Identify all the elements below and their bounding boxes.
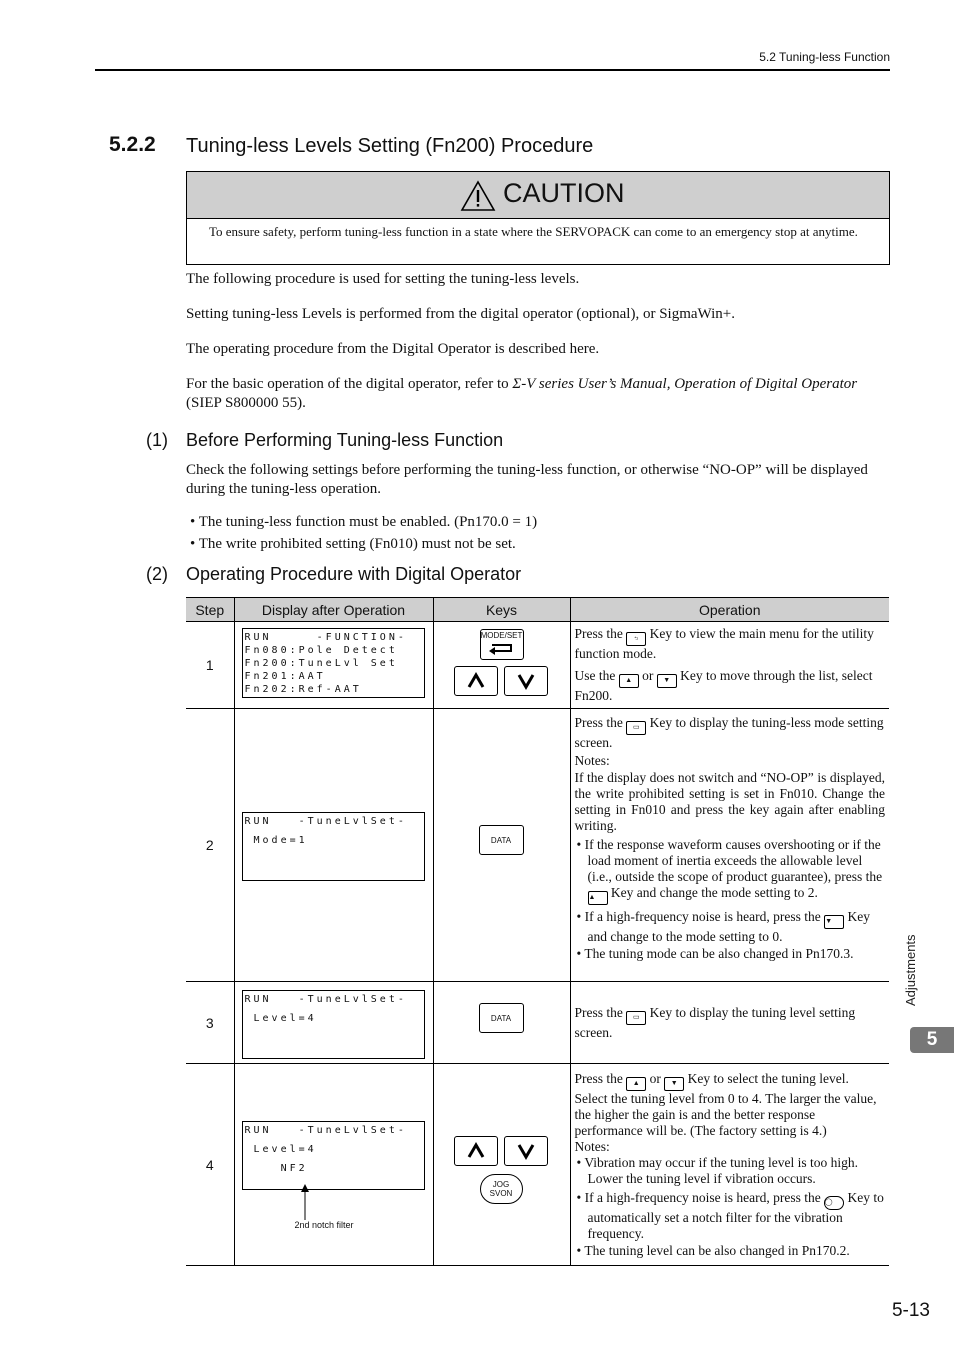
table-row: [186, 1064, 889, 1266]
down-key[interactable]: [504, 1136, 548, 1166]
op-text-pre: Press the: [574, 1070, 623, 1086]
up-key[interactable]: [454, 1136, 498, 1166]
chapter-number-tab[interactable]: 5: [910, 1027, 954, 1053]
note-bullet: • The tuning mode can be also changed in Pn170.3.: [576, 946, 854, 961]
intro-p4-post: (SIEP S800000 55).: [186, 395, 306, 411]
step-number: 4: [186, 1064, 234, 1266]
note-bullet: • If the response waveform causes overshooting or if the load moment of inertia exceeds the allowable level (i.e., outside the scope of product guarantee), press the ▲ Key and change the mode setting to 2.: [575, 837, 886, 905]
operation-text: [575, 715, 886, 751]
lcd-line: Fn202:Ref-AAT: [244, 684, 362, 695]
table-header-row: [186, 598, 889, 622]
op-text-post: Key and change to the mode setting to 0.: [587, 909, 871, 944]
op-text-pre: Press the: [574, 715, 623, 730]
jog-svon-inline-key-icon: ◯: [824, 1196, 844, 1210]
intro-p4-pre: For the basic operation of the digital operator, refer to: [186, 376, 513, 392]
lcd-line: NF2: [244, 1163, 308, 1174]
operation-cell: [570, 709, 889, 982]
keys-cell: [433, 709, 570, 982]
note-bullet: • The tuning level can be also changed in Pn170.2.: [576, 1242, 850, 1258]
step-number: 3: [186, 982, 234, 1064]
display-cell: [234, 709, 433, 982]
subsection-2-title: Operating Procedure with Digital Operator: [186, 564, 522, 584]
down-inline-key-icon: ▼: [664, 1077, 684, 1091]
note-bullet: • If a high-frequency noise is heard, press the ◯ Key to automatically set a notch filter for the vibration frequency.: [576, 1189, 884, 1241]
mode-set-key[interactable]: [480, 629, 524, 660]
lcd-line: Fn201:AAT: [244, 671, 326, 682]
lcd-line: RUN -TuneLvlSet-: [244, 1125, 407, 1136]
table-row: [186, 709, 889, 982]
operation-text: [575, 626, 886, 662]
up-inline-key-icon: ▲: [619, 674, 639, 688]
down-arrow-icon: [505, 667, 547, 695]
lcd-display: [242, 1121, 425, 1190]
display-cell: [234, 622, 433, 709]
table-row: [186, 622, 889, 709]
op-text-post: Key to automatically set a notch filter for the vibration frequency.: [587, 1189, 884, 1241]
header-section-ref: 5.2 Tuning-less Function: [759, 50, 890, 64]
lcd-line: RUN -FUNCTION-: [244, 632, 407, 643]
step-number: 2: [186, 709, 234, 982]
keys-cell: [433, 622, 570, 709]
up-key[interactable]: [454, 666, 498, 696]
operation-cell: [570, 982, 889, 1064]
bullet-item: • The tuning-less function must be enabled. (Pn170.0 = 1): [190, 514, 538, 530]
intro-paragraph-4: [186, 375, 891, 413]
keys-cell: [433, 982, 570, 1064]
lcd-line: Level=4: [244, 1013, 317, 1024]
op-text-or: or: [649, 1070, 661, 1086]
jog-svon-key[interactable]: [480, 1174, 523, 1204]
lcd-line: Mode=1: [244, 835, 308, 846]
jog-svon-key-label-1: JOG: [492, 1180, 510, 1189]
data-inline-key-icon: ▭: [626, 1011, 646, 1025]
lcd-line: Fn200:TuneLvl Set: [244, 658, 398, 669]
section-title: Tuning-less Levels Setting (Fn200) Procedure: [186, 135, 594, 157]
intro-paragraph-2: Setting tuning-less Levels is performed from the digital operator (optional), or SigmaWin+.: [186, 306, 735, 322]
data-inline-key-icon: ▭: [626, 721, 646, 735]
op-text-pre: Press the: [574, 1004, 623, 1020]
op-text-post: Key to display the tuning-less mode setting screen.: [574, 715, 884, 750]
notch-filter-annotation: 2nd notch filter: [294, 1220, 354, 1230]
down-inline-key-icon: ▼: [657, 674, 677, 688]
down-arrow-icon: [505, 1137, 547, 1165]
op-text-post: Key to move through the list, select Fn200.: [574, 668, 873, 703]
subsection-2-label: (2): [146, 564, 168, 584]
subsection-2-heading: [146, 564, 521, 585]
mode-set-inline-key-icon: ⮌: [626, 632, 646, 646]
note-text: If the display does not switch and “NO-OP” is displayed, the write prohibited setting is set in Fn010. Change the setting in Fn010 and press the key again after enabling writing.: [574, 770, 885, 833]
op-text-or: or: [642, 668, 654, 683]
caution-box: [186, 171, 890, 265]
annotation-arrow-icon: [299, 1184, 311, 1220]
op-text: Vibration may occur if the tuning level is too high. Lower the tuning level if vibration occurs.: [584, 1154, 858, 1186]
lcd-display: [242, 990, 425, 1059]
keys-cell: [433, 1064, 570, 1266]
procedure-table: [186, 597, 889, 1266]
table-row: [186, 982, 889, 1064]
op-text-post: Key to select the tuning level. Select the tuning level from 0 to 4. The larger the value, the higher the gain is and the better response performance will be. (The factory setting is 4.): [574, 1070, 877, 1138]
column-header-display: Display after Operation: [234, 598, 433, 622]
step-number: 1: [186, 622, 234, 709]
subsection-1-label: (1): [146, 430, 168, 450]
notes-label: Notes:: [574, 753, 610, 768]
operation-cell: [570, 1064, 889, 1266]
section-number: 5.2.2: [109, 133, 156, 156]
intro-paragraph-1: The following procedure is used for setting the tuning-less levels.: [186, 271, 580, 287]
column-header-keys: Keys: [433, 598, 570, 622]
column-header-operation: Operation: [570, 598, 889, 622]
jog-svon-key-label-2: SVON: [489, 1189, 513, 1198]
operation-text: [575, 1005, 886, 1041]
op-text-post: Key and change the mode setting to 2.: [610, 885, 818, 900]
up-inline-key-icon: ▲: [588, 891, 608, 905]
data-key[interactable]: DATA: [479, 825, 524, 855]
display-cell: [234, 982, 433, 1064]
lcd-line: Level=4: [244, 1144, 317, 1155]
caution-header: [187, 172, 889, 219]
op-text-post: Key to display the tuning level setting screen.: [574, 1004, 856, 1040]
header-rule: [95, 69, 890, 71]
op-text: The tuning mode can be also changed in Pn170.3.: [584, 946, 854, 961]
intro-paragraph-3: The operating procedure from the Digital Operator is described here.: [186, 341, 600, 357]
subsection-1-heading: [146, 430, 503, 451]
data-key[interactable]: DATA: [479, 1003, 524, 1033]
display-cell: [234, 1064, 433, 1266]
subsection-1-title: Before Performing Tuning-less Function: [186, 430, 504, 450]
down-key[interactable]: [504, 666, 548, 696]
column-header-step: Step: [186, 598, 234, 622]
operation-cell: [570, 622, 889, 709]
notes-label: Notes:: [574, 1138, 610, 1154]
operation-text: [575, 1071, 886, 1139]
up-arrow-icon: [455, 667, 497, 695]
up-arrow-icon: [455, 1137, 497, 1165]
op-text-post: Key to view the main menu for the utility function mode.: [574, 626, 874, 661]
op-text-pre: Use the: [574, 668, 616, 683]
caution-text: To ensure safety, perform tuning-less function in a state where the SERVOPACK can come to an emergency stop at anytime.: [209, 224, 858, 239]
lcd-display: [242, 812, 425, 881]
operation-text: [575, 668, 886, 704]
chapter-side-label: Adjustments: [903, 934, 918, 1006]
lcd-line: RUN -TuneLvlSet-: [244, 816, 407, 827]
op-text-pre: If a high-frequency noise is heard, press the: [584, 1189, 821, 1205]
op-text: The tuning level can be also changed in Pn170.2.: [584, 1242, 850, 1258]
op-text-pre: If a high-frequency noise is heard, press the: [584, 909, 821, 924]
note-bullet: • Vibration may occur if the tuning level is too high. Lower the tuning level if vibration occurs.: [576, 1154, 858, 1186]
op-text-pre: If the response waveform causes overshooting or if the load moment of inertia exceeds the allowable level (i.e., outside the scope of product guarantee), press the: [584, 837, 883, 884]
loop-arrow-icon: [487, 641, 517, 655]
bullet-item: • The write prohibited setting (Fn010) must not be set.: [190, 536, 516, 552]
warning-triangle-icon: [460, 180, 496, 212]
lcd-line: Fn080:Pole Detect: [244, 645, 398, 656]
up-inline-key-icon: ▲: [626, 1077, 646, 1091]
op-text-pre: Press the: [574, 626, 623, 641]
subsection-1-text: Check the following settings before performing the tuning-less function, or otherwise “NO-OP” will be displayed during the tuning-less operation.: [186, 462, 868, 497]
mode-set-key-label: MODE/SET: [480, 631, 523, 640]
lcd-line: RUN -TuneLvlSet-: [244, 994, 407, 1005]
manual-reference: Σ-V series User’s Manual, Operation of Digital Operator: [512, 376, 858, 392]
caution-title: CAUTION: [503, 178, 625, 208]
lcd-display: [242, 628, 425, 698]
page-number: 5-13: [891, 1300, 930, 1321]
note-bullet: • If a high-frequency noise is heard, press the ▼ Key and change to the mode setting to 0.: [576, 909, 871, 944]
down-inline-key-icon: ▼: [824, 915, 844, 929]
